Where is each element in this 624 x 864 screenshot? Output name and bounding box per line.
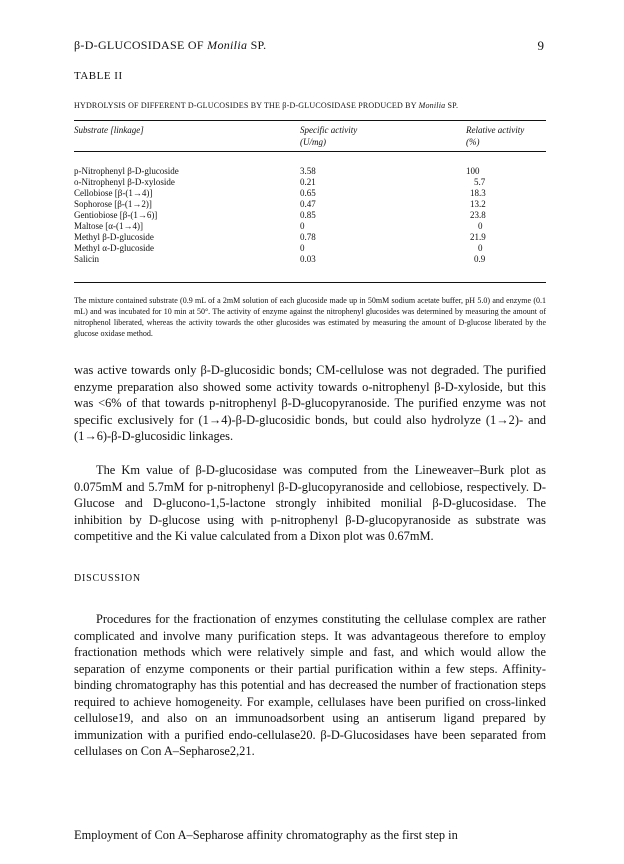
relative-activity-cell: 0.9 <box>474 254 486 264</box>
substrate-cell: Methyl α-D-glucoside <box>74 243 154 253</box>
running-title <box>74 38 266 53</box>
table-row <box>74 166 546 177</box>
table-row <box>74 188 546 199</box>
specific-activity-cell: 0.85 <box>300 210 316 220</box>
column-header-relative-activity: Relative activity <box>466 125 525 135</box>
column-header-relative-activity-unit: (%) <box>466 137 480 147</box>
table-header-rule <box>74 151 546 152</box>
running-title-genus: Monilia <box>207 38 248 52</box>
relative-activity-cell: 13.2 <box>470 199 486 209</box>
table-body <box>74 166 546 265</box>
specific-activity-cell: 0.47 <box>300 199 316 209</box>
body-paragraph: The Km value of β-D-glucosidase was computed from the Lineweaver–Burk plot as 0.075mM and 5.7mM for p-nitrophenyl β-D-glucopyranoside and cellobiose, respectively. D-Glucose and D-glucono-1,5-lactone strongly inhibited monilial β-D-glucosidase. The inhibition by D-glucose using with p-nitrophenyl β-D-glucopyranoside as substrate was competitive and the Ki value calculated from a Dixon plot was 0.67mM. <box>74 463 546 543</box>
table-row <box>74 221 546 232</box>
specific-activity-cell: 3.58 <box>300 166 316 176</box>
relative-activity-cell: 100 <box>466 166 480 176</box>
table-row <box>74 177 546 188</box>
column-header-specific-activity-unit: (U/mg) <box>300 137 326 147</box>
relative-activity-cell: 0 <box>478 243 483 253</box>
table-bottom-rule <box>74 282 546 283</box>
table-title <box>74 101 458 110</box>
relative-activity-cell: 0 <box>478 221 483 231</box>
body-paragraph: Employment of Con A–Sepharose affinity chromatography as the first step in <box>74 828 458 842</box>
specific-activity-cell: 0.65 <box>300 188 316 198</box>
table-title-text: HYDROLYSIS OF DIFFERENT D-GLUCOSIDES BY THE β-D-GLUCOSIDASE PRODUCED BY <box>74 101 419 110</box>
table-row <box>74 232 546 243</box>
running-title-text: β-D-GLUCOSIDASE OF <box>74 38 208 52</box>
table-row <box>74 243 546 254</box>
substrate-cell: Gentiobiose [β-(1→6)] <box>74 210 158 220</box>
substrate-cell: p-Nitrophenyl β-D-glucoside <box>74 166 179 176</box>
substrate-cell: Methyl β-D-glucoside <box>74 232 154 242</box>
table-row <box>74 210 546 221</box>
relative-activity-cell: 18.3 <box>470 188 486 198</box>
substrate-cell: Cellobiose [β-(1→4)] <box>74 188 153 198</box>
table-row <box>74 199 546 210</box>
page-number: 9 <box>537 38 544 53</box>
substrate-cell: Maltose [α-(1→4)] <box>74 221 143 231</box>
column-header-substrate: Substrate [linkage] <box>74 125 144 135</box>
specific-activity-cell: 0.03 <box>300 254 316 264</box>
specific-activity-cell: 0.21 <box>300 177 316 187</box>
specific-activity-cell: 0 <box>300 243 305 253</box>
table-top-rule <box>74 120 546 121</box>
relative-activity-cell: 21.9 <box>470 232 486 242</box>
body-paragraph: was active towards only β-D-glucosidic bonds; CM-cellulose was not degraded. The purified enzyme preparation also showed some activity towards o-nitrophenyl β-D-xyloside, but this was <6% of that towards p-nitrophenyl β-D-glucopyranoside. The purified enzyme was not specific exclusively for (1→4)-β-D-glucosidic bonds, but could also hydrolyze (1→2)- and (1→6)-β-D-glucosidic linkages. <box>74 363 546 443</box>
column-header-specific-activity: Specific activity <box>300 125 358 135</box>
relative-activity-cell: 23.8 <box>470 210 486 220</box>
table-label: TABLE II <box>74 70 123 82</box>
section-heading: DISCUSSION <box>74 573 141 584</box>
table-title-genus: Monilia <box>418 101 446 110</box>
substrate-cell: Sophorose [β-(1→2)] <box>74 199 152 209</box>
table-row <box>74 254 546 265</box>
table-title-suffix: SP. <box>445 101 459 110</box>
substrate-cell: o-Nitrophenyl β-D-xyloside <box>74 177 175 187</box>
running-header <box>74 38 544 56</box>
relative-activity-cell: 5.7 <box>474 177 486 187</box>
body-paragraph: Procedures for the fractionation of enzymes constituting the cellulase complex are rather complicated and involve many purification steps. It was advantageous therefore to employ fractionation methods which were relatively simple and fast, and which would allow the separation of enzyme components or their partial purification within a few steps. Affinity-binding chromatography has this potential and has decreased the number of fractionation steps required to achieve homogeneity. For example, cellulases have been purified on cross-linked cellulose19, and also on an immunoadsorbent using an antiserum ligand prepared by immunization with a purified endo-cellulase20. β-D-Glucosidases have been separated from cellulases on Con A–Sepharose2,21. <box>74 612 546 758</box>
substrate-cell: Salicin <box>74 254 99 264</box>
table-footnote: The mixture contained substrate (0.9 mL of a 2mM solution of each glucoside made up in 50mM sodium acetate buffer, pH 5.0) and enzyme (0.1 mL) and was incubated for 10 min at 50°. The activity of enzyme against the nitrophenyl glucosides was determined by measuring the amount of nitrophenol liberated, whereas the activity towards the other glucosides was estimated by measuring the amount of D-glucose liberated by the glucose oxidase method. <box>74 296 546 338</box>
specific-activity-cell: 0.78 <box>300 232 316 242</box>
specific-activity-cell: 0 <box>300 221 305 231</box>
running-title-suffix: SP. <box>247 38 267 52</box>
